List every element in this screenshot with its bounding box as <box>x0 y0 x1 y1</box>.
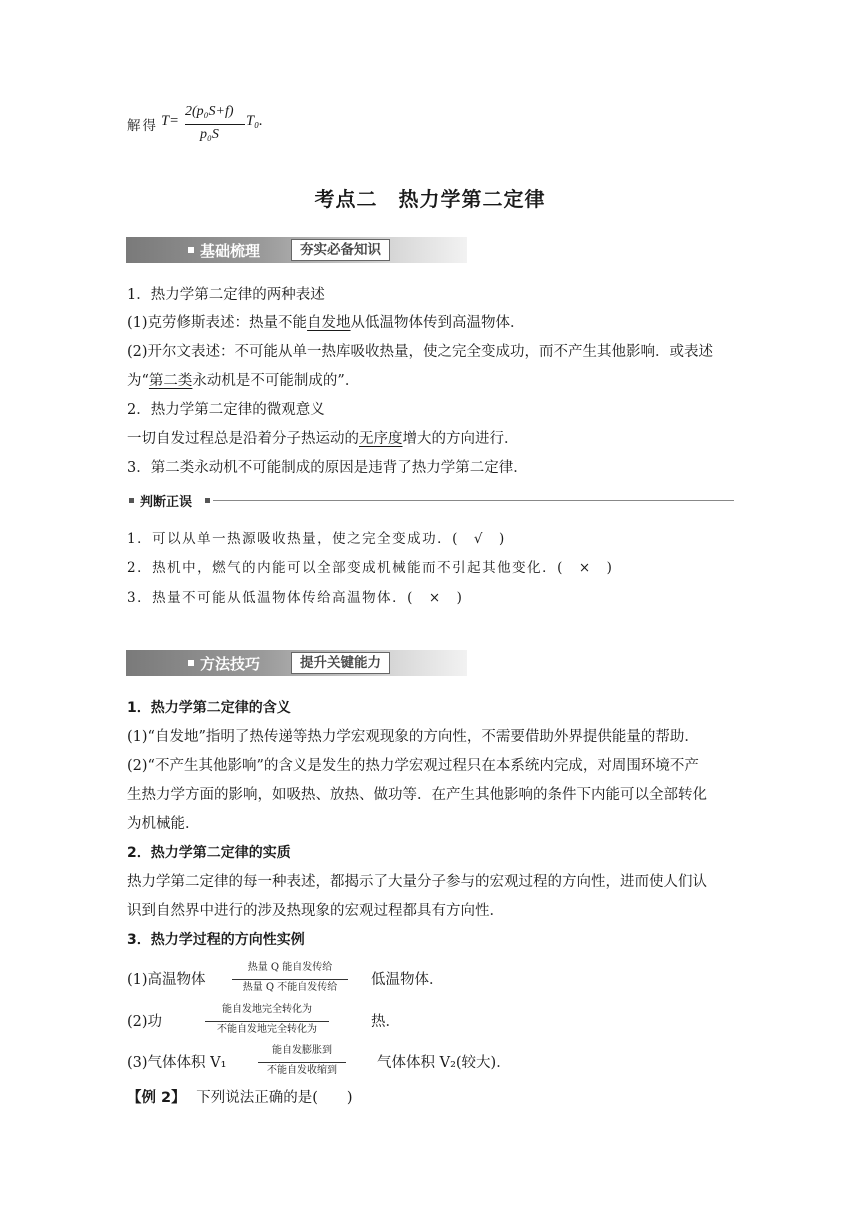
methods-line-6: 识到自然界中进行的涉及热现象的宏观过程都具有方向性． <box>127 903 504 919</box>
judge-header <box>127 492 734 510</box>
example-2-bottom-label: 不能自发地完全转化为 <box>217 1024 317 1035</box>
example-3-arrows <box>258 1062 346 1063</box>
example-2-left: (2)功 <box>127 1014 163 1030</box>
judge-title: 判断正误 <box>140 495 193 510</box>
square-bullet-icon <box>188 247 194 253</box>
text: 从低温物体传到高温物体． <box>350 315 525 331</box>
judge-item-1: 1．可以从单一热源吸收热量，使之完全变成功．( √ ) <box>127 531 506 547</box>
basics-line-4 <box>127 371 359 391</box>
example-1-top-label: 热量 Q 能自发传给 <box>247 962 333 973</box>
example-3-left: (3)气体体积 V₁ <box>127 1055 227 1071</box>
formula-prefix: 解得 <box>127 118 158 134</box>
methods-heading-3: 3．热力学过程的方向性实例 <box>127 932 305 948</box>
example-2-arrows <box>205 1021 329 1022</box>
methods-line-1: (1)“自发地”指明了热传递等热力学宏观现象的方向性，不需要借助外界提供能量的帮助． <box>127 729 699 745</box>
basics-line-2 <box>127 313 525 333</box>
underlined-term: 无序度 <box>359 431 403 447</box>
basics-line-1: 1．热力学第二定律的两种表述 <box>127 287 325 303</box>
judge-item-2: 2．热机中，燃气的内能可以全部变成机械能而不引起其他变化．( × ) <box>127 560 614 576</box>
banner-sub-label: 夯实必备知识 <box>291 239 390 261</box>
square-bullet-icon <box>205 498 210 503</box>
example-3-bottom-label: 不能自发收缩到 <box>267 1065 337 1076</box>
example-1-arrows <box>232 979 348 980</box>
formula-suffix: T₀. <box>246 113 263 129</box>
example-2-top-label: 能自发地完全转化为 <box>222 1004 312 1015</box>
methods-heading-1: 1．热力学第二定律的含义 <box>127 700 291 716</box>
formula-fraction-bar <box>185 124 245 125</box>
basics-line-7: 3．第二类永动机不可能制成的原因是违背了热力学第二定律． <box>127 460 528 476</box>
text: 永动机是不可能制成的”． <box>192 373 360 389</box>
banner-main-label: 基础梳理 <box>200 242 261 260</box>
text: (1)克劳修斯表述：热量不能 <box>127 315 308 331</box>
example-3-top-label: 能自发膨胀到 <box>272 1045 332 1056</box>
square-bullet-icon <box>188 660 194 666</box>
basics-line-5: 2．热力学第二定律的微观意义 <box>127 402 325 418</box>
example-text: 下列说法正确的是( ) <box>196 1090 353 1106</box>
methods-line-4: 为机械能． <box>127 816 200 832</box>
text: 为“ <box>127 373 149 389</box>
example-label: 【例 2】 <box>127 1090 186 1106</box>
judge-item-3: 3．热量不可能从低温物体传给高温物体．( × ) <box>127 590 464 606</box>
formula-denominator: p₀S <box>200 127 219 142</box>
banner-sub-label: 提升关键能力 <box>291 652 390 674</box>
underlined-term: 自发地 <box>307 315 351 331</box>
methods-heading-2: 2．热力学第二定律的实质 <box>127 845 291 861</box>
square-bullet-icon <box>129 498 134 503</box>
banner-main-label: 方法技巧 <box>200 655 261 673</box>
banner-methods <box>126 650 467 676</box>
example-2-right: 热． <box>371 1014 400 1030</box>
basics-line-3: (2)开尔文表述：不可能从单一热库吸收热量，使之完全变成功，而不产生其他影响．或表述 <box>127 344 714 360</box>
text: 一切自发过程总是沿着分子热运动的 <box>127 431 359 447</box>
example-1-bottom-label: 热量 Q 不能自发传给 <box>242 982 338 993</box>
methods-line-3: 生热力学方面的影响，如吸热、放热、做功等．在产生其他影响的条件下内能可以全部转化 <box>127 787 707 803</box>
solution-formula <box>127 104 287 148</box>
methods-line-5: 热力学第二定律的每一种表述，都揭示了大量分子参与的宏观过程的方向性，进而使人们认 <box>127 874 707 890</box>
underlined-term: 第二类 <box>148 373 193 389</box>
formula-numerator: 2(p₀S+f) <box>185 104 234 119</box>
divider <box>213 500 734 501</box>
banner-basics <box>126 237 467 263</box>
example-1-right: 低温物体． <box>371 972 444 988</box>
formula-lhs: T= <box>161 113 179 129</box>
text: 增大的方向进行． <box>402 431 519 447</box>
section-title: 考点二 热力学第二定律 <box>314 187 546 211</box>
example-3-right: 气体体积 V₂(较大)． <box>377 1055 511 1071</box>
example-1-left: (1)高温物体 <box>127 972 206 988</box>
basics-line-6 <box>127 429 519 449</box>
example-2-question <box>127 1086 353 1107</box>
methods-line-2: (2)“不产生其他影响”的含义是发生的热力学宏观过程只在本系统内完成，对周围环境不产 <box>127 758 699 774</box>
